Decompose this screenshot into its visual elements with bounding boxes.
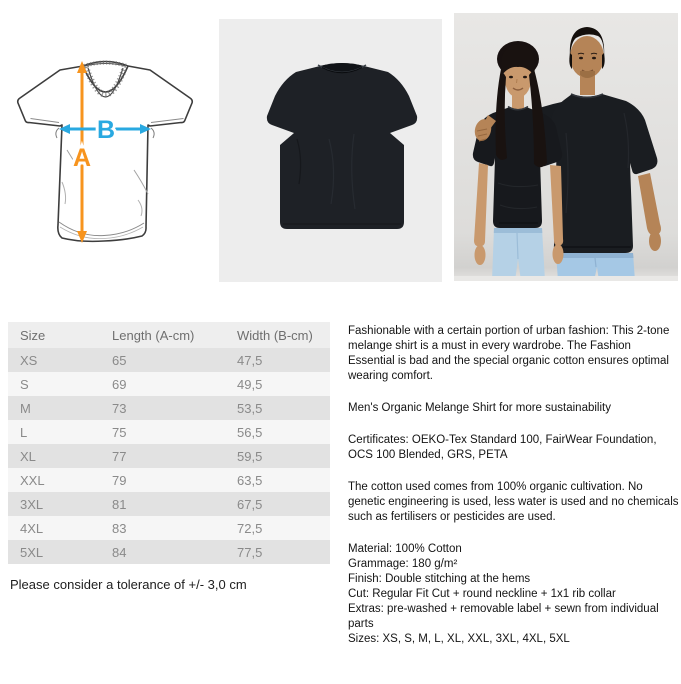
col-header-length: Length (A-cm) xyxy=(112,327,195,343)
description-specs xyxy=(348,542,680,647)
spec-grammage: Grammage: 180 g/m² xyxy=(348,558,458,570)
size-table-header xyxy=(8,322,330,348)
models-photo xyxy=(454,13,678,281)
table-row: M 73 53,5 xyxy=(8,396,330,420)
tshirt-measurement-drawing xyxy=(12,52,202,252)
size-table xyxy=(8,322,330,564)
table-row: S 69 49,5 xyxy=(8,372,330,396)
floor-strip xyxy=(454,276,678,281)
table-row: 5XL 84 77,5 xyxy=(8,540,330,564)
description-certificates: Certificates: OEKO-Tex Standard 100, FairWear Foundation, OCS 100 Blended, GRS, PETA xyxy=(348,434,657,461)
table-row: XS 65 47,5 xyxy=(8,348,330,372)
table-row: XXL 79 63,5 xyxy=(8,468,330,492)
description-sustainability: Men's Organic Melange Shirt for more sustainability xyxy=(348,402,611,414)
description-cotton: The cotton used comes from 100% organic cultivation. No genetic engineering is used, less water is used and no chemicals such as fertilisers or pesticides are used. xyxy=(348,481,679,523)
black-tshirt-flat-image xyxy=(219,19,442,282)
tshirt-outline xyxy=(18,62,193,242)
spec-sizes: Sizes: XS, S, M, L, XL, XXL, 3XL, 4XL, 5XL xyxy=(348,633,570,645)
table-row: XL 77 59,5 xyxy=(8,444,330,468)
spec-material: Material: 100% Cotton xyxy=(348,543,462,555)
tolerance-note: Please consider a tolerance of +/- 3,0 cm xyxy=(10,577,247,592)
col-header-size: Size xyxy=(20,327,46,343)
spec-cut: Cut: Regular Fit Cut + round neckline + 1x1 rib collar xyxy=(348,588,616,600)
table-row: L 75 56,5 xyxy=(8,420,330,444)
product-description xyxy=(348,324,680,647)
size-measurement-diagram xyxy=(12,52,202,252)
table-row: 4XL 83 72,5 xyxy=(8,516,330,540)
table-row: 3XL 81 67,5 xyxy=(8,492,330,516)
models-illustration xyxy=(454,13,678,281)
black-tshirt-silhouette xyxy=(267,63,417,229)
spec-extras: Extras: pre-washed + removable label + sewn from individual parts xyxy=(348,603,659,630)
product-photo-flat xyxy=(219,19,442,282)
measure-label-b: B xyxy=(96,116,116,144)
measure-label-a: A xyxy=(72,144,92,172)
col-header-width: Width (B-cm) xyxy=(237,327,313,343)
description-intro: Fashionable with a certain portion of urban fashion: This 2-tone melange shirt is a must in every wardrobe. The Fashion Essential is bad and the special organic cotton ensures optimal wearing comfort. xyxy=(348,325,670,382)
spec-finish: Finish: Double stitching at the hems xyxy=(348,573,531,585)
